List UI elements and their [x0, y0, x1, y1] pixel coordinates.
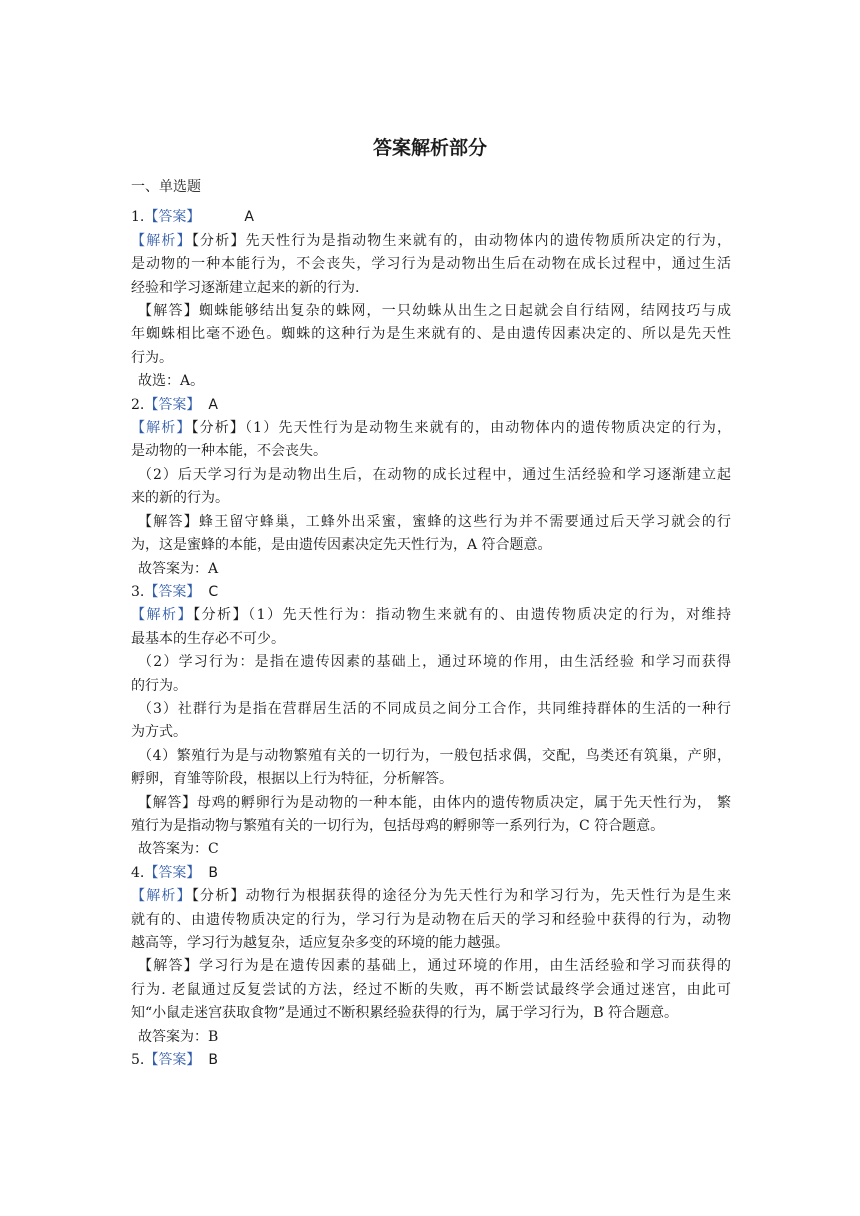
answer-tag: 【答案】	[144, 396, 201, 413]
solution-tag: 【解答】	[138, 303, 199, 320]
question-number: 2.	[131, 396, 145, 413]
solution-text: 年蜘蛛相比毫不逊色。蜘蛛的这种行为是生来就有的、是由遗传因素决定的、所以是先天性	[131, 326, 731, 343]
analysis-text: 来的新的行为。	[131, 490, 229, 507]
analysis-text: （2）后天学习行为是动物出生后，在动物的成长过程中，通过生活经验和学习逐渐建立起	[138, 466, 731, 483]
analysis-text: 为方式。	[131, 724, 187, 741]
question-number: 5.	[131, 1052, 145, 1069]
solution-tag: 【解答】	[138, 958, 199, 975]
analysis-tag: 【分析】	[193, 607, 249, 624]
answer-line	[131, 394, 731, 417]
question-3	[131, 581, 731, 862]
analysis-text: 经验和学习逐渐建立起来的新的行为.	[131, 279, 360, 296]
question-number: 3.	[131, 583, 145, 600]
analysis-text: 先天性行为是指动物生来就有的，由动物体内的遗传物质所决定的行为，	[245, 232, 732, 249]
answer-value: B	[208, 864, 218, 881]
answer-line	[131, 862, 731, 885]
section-heading: 一、单选题	[131, 179, 201, 195]
analysis-line	[131, 604, 731, 627]
solution-text: 行为。	[131, 349, 173, 366]
analysis-text: 就有的、由遗传物质决定的行为，学习行为是动物在后天的学习和经验中获得的行为，动物	[131, 911, 731, 928]
analysis-text: 最基本的生存必不可少。	[131, 630, 285, 647]
analysis-tag: 【分析】	[191, 888, 246, 905]
answer-value: A	[244, 209, 254, 226]
explanation-tag: 【解析】	[131, 607, 194, 624]
analysis-line	[131, 885, 731, 908]
analysis-text: 的行为。	[131, 677, 187, 694]
answer-value: B	[208, 1052, 218, 1069]
solution-text: 蜘蛛能够结出复杂的蛛网，一只幼蛛从出生之日起就会自行结网，结网技巧与成	[198, 303, 732, 320]
analysis-tag: 【分析】	[191, 420, 246, 437]
solution-text: 学习行为是在遗传因素的基础上，通过环境的作用，由生活经验和学习而获得的	[198, 958, 732, 975]
analysis-line	[131, 417, 731, 440]
answer-tag: 【答案】	[144, 864, 201, 881]
solution-line	[131, 511, 731, 534]
final-answer: 故选：A。	[138, 373, 205, 390]
analysis-text: （4）繁殖行为是与动物繁殖有关的一切行为，一般包括求偶，交配，鸟类还有筑巢，产卵，	[138, 747, 731, 764]
analysis-text: （1）先天性行为是动物生来就有的，由动物体内的遗传物质决定的行为，	[245, 420, 732, 437]
analysis-text: （2）学习行为：是指在遗传因素的基础上，通过环境的作用，由生活经验 和学习而获得	[138, 654, 731, 671]
solution-text: 殖行为是指动物与繁殖有关的一切行为，包括母鸡的孵卵等一系列行为，C 符合题意。	[131, 817, 665, 834]
analysis-text: 越高等，学习行为越复杂，适应复杂多变的环境的能力越强。	[131, 935, 509, 951]
answer-value: A	[208, 396, 218, 413]
answer-line	[131, 1049, 731, 1072]
analysis-tag: 【分析】	[191, 232, 246, 249]
solution-line	[131, 792, 731, 815]
answer-tag: 【答案】	[144, 1052, 201, 1069]
solution-text: 蜂王留守蜂巢，工蜂外出采蜜，蜜蜂的这些行为并不需要通过后天学习就会的行	[198, 513, 732, 530]
question-number: 1.	[131, 209, 145, 226]
solution-text: 母鸡的孵卵行为是动物的一种本能，由体内的遗传物质决定，属于先天性行为， 繁	[196, 794, 731, 811]
answer-tag: 【答案】	[144, 209, 201, 226]
question-number: 4.	[131, 864, 145, 881]
answer-line	[131, 206, 731, 229]
solution-line	[131, 300, 731, 323]
explanation-tag: 【解析】	[131, 420, 192, 437]
analysis-text: 动物行为根据获得的途径分为先天性行为和学习行为，先天性行为是生来	[245, 888, 732, 905]
solution-text: 为，这是蜜蜂的本能，是由遗传因素决定先天性行为，A 符合题意。	[131, 537, 552, 554]
analysis-text: 是动物的一种本能，不会丧失。	[131, 443, 327, 460]
final-answer: 故答案为：B	[138, 1028, 219, 1045]
solution-tag: 【解答】	[138, 794, 197, 811]
solution-tag: 【解答】	[138, 513, 199, 530]
answer-tag: 【答案】	[144, 583, 201, 600]
question-4	[131, 862, 731, 1049]
analysis-line	[131, 230, 731, 253]
analysis-text: （1）先天性行为：指动物生来就有的、由遗传物质决定的行为，对维持	[248, 607, 732, 624]
analysis-text: 是动物的一种本能行为，不会丧失，学习行为是动物出生后在动物在成长过程中，通过生活	[131, 256, 731, 273]
explanation-tag: 【解析】	[131, 232, 192, 249]
answer-value: C	[208, 583, 219, 600]
analysis-text: （3）社群行为是指在营群居生活的不同成员之间分工合作，共同维持群体的生活的一种行	[138, 700, 731, 717]
analysis-text: 孵卵，育雏等阶段，根据以上行为特征，分析解答。	[131, 771, 453, 788]
solution-line	[131, 955, 731, 978]
question-5	[131, 1049, 731, 1072]
answer-content	[131, 176, 731, 1072]
solution-text: 行为. 老鼠通过反复尝试的方法，经过不断的失败，再不断尝试最终学会通过迷宫，由此可	[131, 981, 731, 998]
answer-line	[131, 581, 731, 604]
question-2	[131, 394, 731, 581]
explanation-tag: 【解析】	[131, 888, 192, 905]
question-1	[131, 206, 731, 393]
solution-text: 知“小鼠走迷宫获取食物”是通过不断积累经验获得的行为，属于学习行为，B 符合题意。	[131, 1005, 679, 1022]
page-title: 答案解析部分	[372, 137, 487, 159]
final-answer: 故答案为：A	[138, 560, 219, 577]
final-answer: 故答案为：C	[138, 841, 219, 858]
